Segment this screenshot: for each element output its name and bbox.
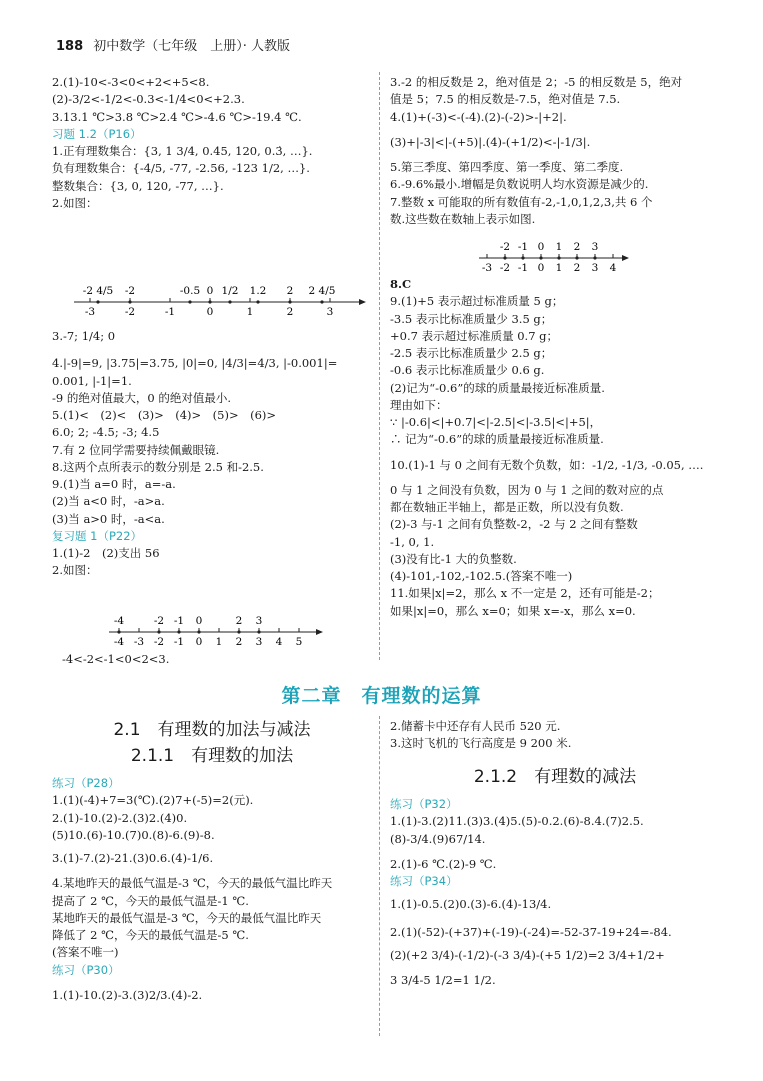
- page-number: 188: [56, 39, 84, 54]
- answer-line: +0.7 表示超过标准质量 0.7 g；: [390, 328, 559, 343]
- axis-tick-label: -1: [164, 306, 176, 318]
- answer-line: 6.0; 2; -4.5; -3; 4.5: [52, 425, 160, 440]
- column-divider: [379, 716, 380, 1036]
- answer-line: (3)当 a>0 时，-a<a.: [52, 511, 165, 526]
- answer-line: 5.第三季度、第四季度、第一季度、第二季度.: [390, 160, 624, 174]
- point-label: 0: [206, 285, 214, 297]
- point-marker: [320, 300, 323, 303]
- practice-heading: 练习（P34）: [390, 874, 458, 888]
- point-label: -2: [153, 615, 165, 627]
- bottom-left-column: [52, 718, 372, 1004]
- left-column-top: [52, 74, 372, 212]
- axis-tick-label: -2: [499, 262, 511, 274]
- point-label: 1/2: [221, 285, 239, 297]
- number-line-review: [105, 612, 330, 652]
- axis-tick-label: 4: [609, 262, 617, 274]
- point-label: 2: [573, 241, 581, 253]
- point-label: -2: [124, 285, 136, 297]
- axis-tick-label: -2: [153, 636, 165, 648]
- practice-heading: 练习（P28）: [52, 776, 120, 790]
- point-marker: [117, 630, 120, 633]
- axis-tick-label: 0: [195, 636, 203, 648]
- section-2-1-title: 2.1 有理数的加法与减法: [113, 720, 311, 740]
- answer-line: 4.(1)+(-3)<-(-4).(2)-(-2)>-|+2|.: [390, 109, 567, 124]
- point-marker: [157, 630, 160, 633]
- answer-line: 3.-2 的相反数是 2，绝对值是 2；-5 的相反数是 5，绝对: [390, 75, 683, 89]
- point-marker: [593, 256, 596, 259]
- answer-line: 2.(1)-10<-3<0<+2<+5<8.: [52, 75, 210, 89]
- answer-line: 都在数轴正半轴上，都是正数，所以没有负数.: [390, 500, 624, 514]
- chapter-title: 第二章 有理数的运算: [281, 685, 482, 707]
- point-marker: [575, 256, 578, 259]
- answer-line: 1.(1)-0.5.(2)0.(3)-6.(4)-13/4.: [390, 897, 552, 912]
- axis-tick-label: 0: [537, 262, 545, 274]
- answer-line: 1.(1)-2 (2)支出 56: [52, 546, 160, 560]
- answer-line: 6.-9.6%最小.增幅是负数说明人均水资源是减少的.: [390, 177, 649, 192]
- answer-line: 降低了 2 ℃，今天的最低气温是-5 ℃.: [52, 928, 249, 942]
- answer-line: 8.这两个点所表示的数分别是 2.5 和-2.5.: [52, 459, 264, 474]
- axis-tick-label: 3: [255, 636, 263, 648]
- answer-line: 某地昨天的最低气温是-3 ℃，今天的最低气温比昨天: [52, 910, 322, 925]
- answer-line: 值是 5；7.5 的相反数是-7.5，绝对值是 7.5.: [390, 92, 621, 107]
- answer-line: 2.如图：: [52, 195, 98, 210]
- axis-tick-label: -1: [517, 262, 529, 274]
- answer-line: -9 的绝对值最大，0 的绝对值最小.: [52, 390, 231, 405]
- answer-line: ∴ 记为“-0.6”的球的质量最接近标准质量.: [390, 432, 604, 447]
- answer-line: 0 与 1 之间没有负数，因为 0 与 1 之间的数对应的点: [390, 482, 664, 497]
- section-heading: 习题 1.2（P16）: [52, 126, 142, 141]
- column-divider: [379, 72, 380, 660]
- point-marker: [228, 300, 231, 303]
- answer-line: (4)-101,-102,-102.5.(答案不唯一): [390, 569, 573, 583]
- point-marker: [96, 300, 99, 303]
- answer-line: 3.(1)-7.(2)-21.(3)0.6.(4)-1/6.: [52, 851, 214, 865]
- answer-line: 2.(1)-6 ℃.(2)-9 ℃.: [390, 856, 497, 871]
- point-label: 2 4/5: [308, 285, 336, 297]
- answer-line: 2.(1)-10.(2)-2.(3)2.(4)0.: [52, 810, 188, 825]
- answer-line: 1.正有理数集合：{3, 1 3/4, 0.45, 120, 0.3̇, …}.: [52, 144, 313, 158]
- answer-line: 2.如图：: [52, 563, 98, 578]
- point-marker: [237, 630, 240, 633]
- answer-line: 负有理数集合：{-4/5, -77, -2.56, -123 1/2, …}.: [52, 161, 310, 176]
- point-label: 2: [286, 285, 294, 297]
- answer-line: 整数集合：{3, 0, 120, -77, …}.: [52, 178, 224, 193]
- axis-tick-label: 2: [235, 636, 243, 648]
- right-column-mid: [390, 276, 720, 620]
- axis-tick-label: 2: [573, 262, 581, 274]
- answer-line: -4<-2<-1<0<2<3.: [62, 652, 170, 666]
- left-column-mid: [52, 328, 372, 580]
- point-marker: [557, 256, 560, 259]
- point-label: 0: [195, 615, 203, 627]
- answer-line: 1.(1)-3.(2)11.(3)3.(4)5.(5)-0.2.(6)-8.4.(7)2.5.: [390, 814, 644, 829]
- axis-tick-label: 3: [326, 306, 334, 318]
- axis-tick-label: 5: [295, 636, 303, 648]
- point-label: 3: [591, 241, 599, 253]
- axis-tick-label: 1: [215, 636, 223, 648]
- axis-tick-label: 2: [286, 306, 294, 318]
- axis-tick-label: -2: [124, 306, 136, 318]
- answer-line: 2.(1)(-52)-(+37)+(-19)-(-24)=-52-37-19+24=-84.: [390, 924, 672, 939]
- bottom-right-column: [390, 718, 720, 989]
- answer-line: (2)-3/2<-1/2<-0.3<-1/4<0<+2.3.: [52, 92, 245, 107]
- answer-line: -2.5 表示比标准质量少 2.5 g；: [390, 346, 553, 360]
- axis-tick-label: -3: [133, 636, 145, 648]
- answer-line: 理由如下：: [390, 397, 448, 412]
- answer-line: (8)-3/4.(9)67/14.: [390, 831, 486, 846]
- answer-line: 7.有 2 位同学需要持续佩戴眼镜.: [52, 442, 220, 457]
- point-marker: [256, 300, 259, 303]
- page-header: [56, 37, 290, 57]
- axis-tick-label: 4: [275, 636, 283, 648]
- number-line-ex12: [70, 282, 370, 322]
- point-label: 0: [537, 241, 545, 253]
- point-marker: [128, 300, 131, 303]
- axis-tick-label: 0: [206, 306, 214, 318]
- section-2-1-2-title: 2.1.2 有理数的减法: [473, 766, 637, 787]
- point-label: -0.5: [179, 285, 201, 297]
- answer-line: 3 3/4-5 1/2=1 1/2.: [390, 973, 496, 987]
- answer-line: (5)10.(6)-10.(7)0.(8)-6.(9)-8.: [52, 827, 215, 842]
- axis-tick-label: -1: [173, 636, 185, 648]
- axis-tick-label: 3: [591, 262, 599, 274]
- answer-line: 提高了 2 ℃，今天的最低气温是-1 ℃.: [52, 893, 249, 908]
- point-marker: [197, 630, 200, 633]
- point-label: -1: [517, 241, 529, 253]
- answer-line: (2)-3 与-1 之间有负整数-2，-2 与 2 之间有整数: [390, 517, 638, 532]
- point-marker: [188, 300, 191, 303]
- point-label: -1: [173, 615, 185, 627]
- axis-tick-label: 1: [246, 306, 254, 318]
- answer-line: 3.-7; 1/4; 0: [52, 329, 116, 343]
- answer-line: 如果|x|=0，那么 x=0；如果 x=-x，那么 x=0.: [390, 603, 636, 618]
- point-label: 2: [235, 615, 243, 627]
- point-marker: [288, 300, 291, 303]
- number-line-ex7: [475, 238, 635, 278]
- answer-line: (答案不唯一): [52, 945, 119, 960]
- answer-line: ∵ |-0.6|<|+0.7|<|-2.5|<|-3.5|<|+5|，: [390, 415, 602, 429]
- axis-tick-label: -4: [113, 636, 125, 648]
- axis-tick-label: -3: [481, 262, 493, 274]
- book-title: 初中数学（七年级 上册）· 人教版: [93, 39, 291, 54]
- axis-tick-label: 1: [555, 262, 563, 274]
- practice-heading: 练习（P30）: [52, 962, 120, 977]
- answer-line: 9.(1)当 a=0 时，a=-a.: [52, 477, 176, 491]
- answer-line: 4.|-9|=9, |3.75|=3.75, |0|=0, |4/3|=4/3, |-0.001|=: [52, 356, 338, 371]
- review-result: [62, 651, 169, 668]
- answer-line: 3.13.1 ℃>3.8 ℃>2.4 ℃>-4.6 ℃>-19.4 ℃.: [52, 109, 302, 124]
- point-marker: [177, 630, 180, 633]
- point-marker: [521, 256, 524, 259]
- answer-line: 7.整数 x 可能取的所有数值有-2,-1,0,1,2,3,共 6 个: [390, 194, 653, 209]
- point-label: -4: [113, 615, 125, 627]
- answer-line: 4.某地昨天的最低气温是-3 ℃，今天的最低气温比昨天: [52, 876, 333, 891]
- answer-line: 5.(1)< (2)< (3)> (4)> (5)> (6)>: [52, 408, 277, 422]
- right-column-top: [390, 74, 720, 228]
- practice-heading: 练习（P32）: [390, 797, 458, 811]
- answer-line: 1.(1)-10.(2)-3.(3)2/3.(4)-2.: [52, 987, 203, 1002]
- section-2-1-1-title: 2.1.1 有理数的加法: [130, 745, 294, 766]
- point-label: -2 4/5: [82, 285, 114, 297]
- answer-line: 10.(1)-1 与 0 之间有无数个负数，如：-1/2, -1/3, -0.05, ….: [390, 457, 704, 472]
- answer-line: -3.5 表示比标准质量少 3.5 g；: [390, 311, 553, 326]
- answer-line: -0.6 表示比标准质量少 0.6 g.: [390, 363, 545, 378]
- answer-line: -1, 0, 1.: [390, 534, 435, 549]
- answer-line: 2.储蓄卡中还存有人民币 520 元.: [390, 719, 561, 733]
- answer-line: 3.这时飞机的飞行高度是 9 200 米.: [390, 736, 572, 751]
- answer-line: (3)没有比-1 大的负整数.: [390, 551, 517, 566]
- answer-line: (2)记为“-0.6”的球的质量最接近标准质量.: [390, 380, 605, 395]
- point-marker: [539, 256, 542, 259]
- answer-line: (2)(+2 3/4)-(-1/2)-(-3 3/4)-(+5 1/2)=2 3/4+1/2+: [390, 947, 665, 962]
- answer-line: (2)当 a<0 时，-a>a.: [52, 494, 165, 509]
- point-marker: [503, 256, 506, 259]
- answer-line: 9.(1)+5 表示超过标准质量 5 g；: [390, 294, 564, 309]
- point-marker: [208, 300, 211, 303]
- section-heading: 复习题 1（P22）: [52, 528, 143, 543]
- answer-line: 8.C: [390, 277, 412, 291]
- answer-line: 11.如果|x|=2，那么 x 不一定是 2，还有可能是-2；: [390, 586, 660, 601]
- point-label: 3: [255, 615, 263, 627]
- point-marker: [257, 630, 260, 633]
- answer-line: (3)+|-3|<|-(+5)|.(4)-(+1/2)<-|-1/3|.: [390, 134, 591, 149]
- answer-line: 1.(1)(-4)+7=3(℃).(2)7+(-5)=2(元).: [52, 793, 254, 808]
- answer-line: 数.这些数在数轴上表示如图.: [390, 211, 536, 226]
- point-label: 1: [555, 241, 563, 253]
- axis-tick-label: -3: [84, 306, 96, 318]
- answer-line: 0.001, |-1|=1.: [52, 373, 132, 388]
- point-label: 1.2: [249, 285, 267, 297]
- point-label: -2: [499, 241, 511, 253]
